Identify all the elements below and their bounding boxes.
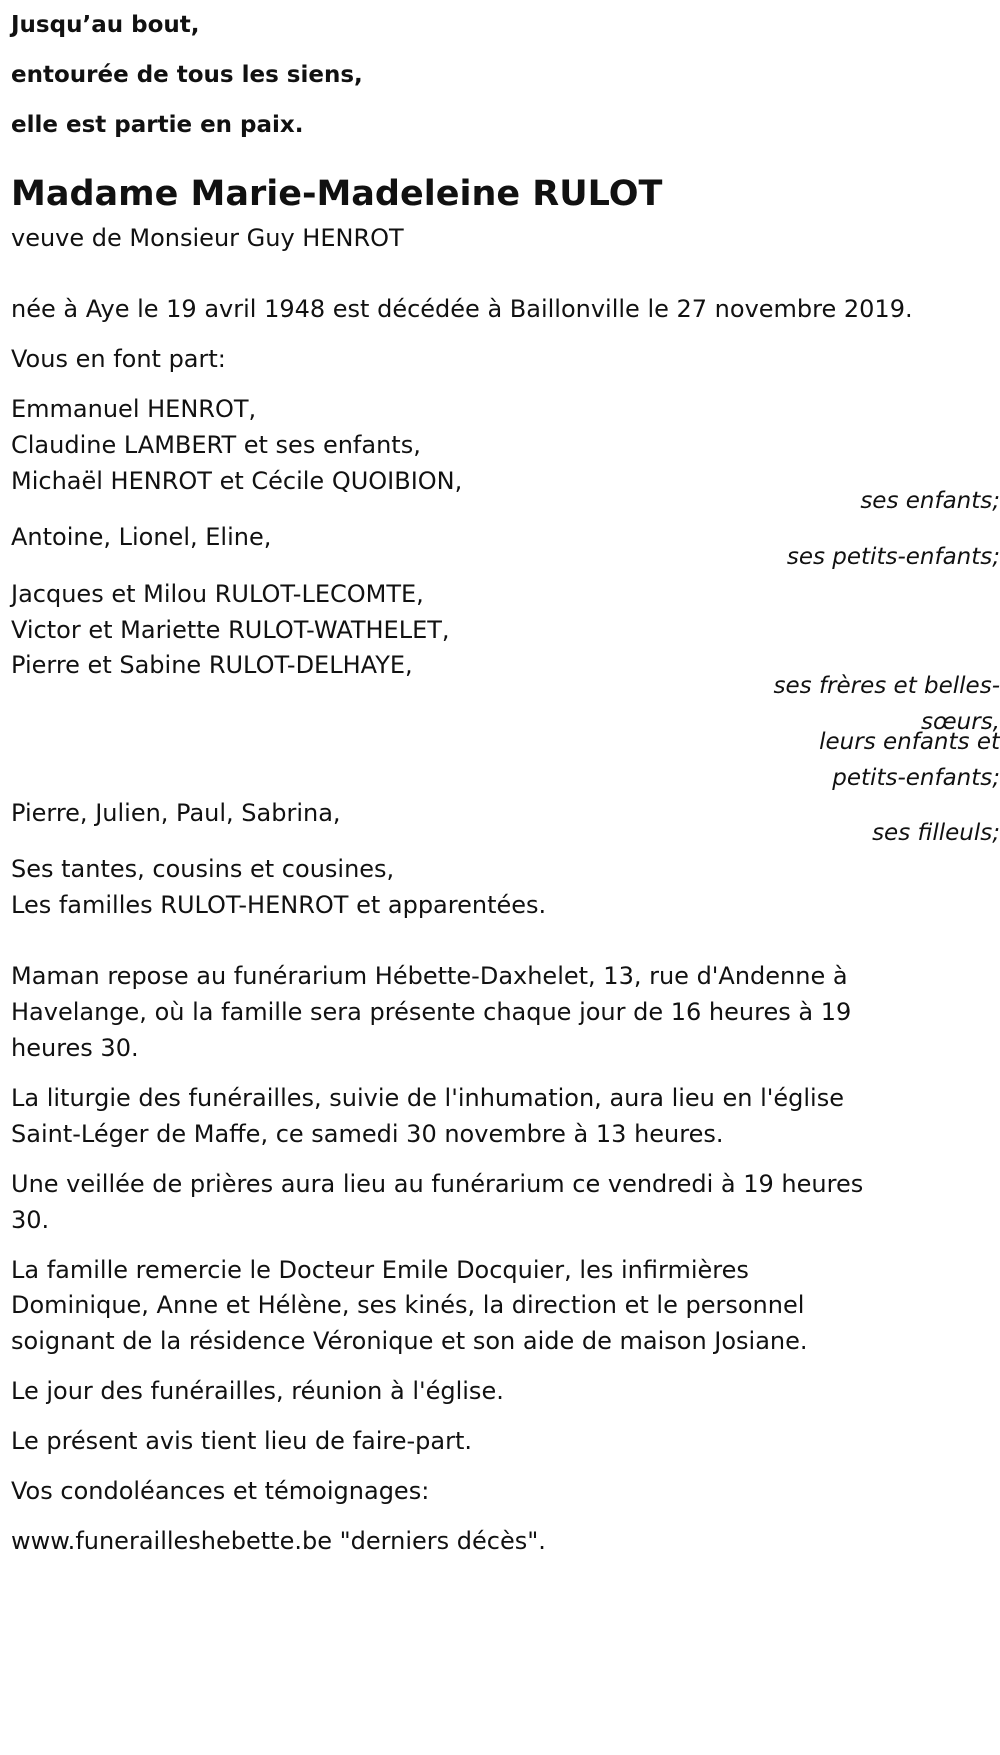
notice-note: Le présent avis tient lieu de faire-part. xyxy=(11,1427,473,1455)
child-2: Claudine LAMBERT et ses enfants, xyxy=(11,431,421,459)
child-3: Michaël HENROT et Cécile QUOIBION, xyxy=(11,467,463,495)
children-role: ses enfants; xyxy=(860,488,1000,514)
condolences-website: www.funerailleshebette.be "derniers décès". xyxy=(11,1527,546,1555)
vigil-line-1: Une veillée de prières aura lieu au funérarium ce vendredi à 19 heures xyxy=(11,1170,864,1198)
intro-line-2: entourée de tous les siens, xyxy=(11,62,363,88)
siblings-role: ses frères et belles-sœurs, xyxy=(773,673,1000,735)
thanks-line-3: soignant de la résidence Véronique et son aide de maison Josiane. xyxy=(11,1327,808,1355)
godchildren: Pierre, Julien, Paul, Sabrina, xyxy=(11,799,341,827)
sibling-3: Pierre et Sabine RULOT-DELHAYE, xyxy=(11,651,413,679)
liturgy-line-2: Saint-Léger de Maffe, ce samedi 30 novembre à 13 heures. xyxy=(11,1120,724,1148)
condolences-lead: Vos condoléances et témoignages: xyxy=(11,1477,430,1505)
funeral-home-line-2: Havelange, où la famille sera présente chaque jour de 16 heures à 19 xyxy=(11,998,852,1026)
child-1: Emmanuel HENROT, xyxy=(11,395,257,423)
meeting-note: Le jour des funérailles, réunion à l'église. xyxy=(11,1377,504,1405)
funeral-home-line-1: Maman repose au funérarium Hébette-Daxhelet, 13, rue d'Andenne à xyxy=(11,962,848,990)
intro-line-3: elle est partie en paix. xyxy=(11,112,304,138)
vigil-line-2: 30. xyxy=(11,1206,50,1234)
intro-line-1: Jusqu’au bout, xyxy=(11,12,200,38)
siblings-role-2: leurs enfants et petits-enfants; xyxy=(819,729,1000,791)
thanks-line-2: Dominique, Anne et Hélène, ses kinés, la direction et le personnel xyxy=(11,1291,805,1319)
grandchildren-role: ses petits-enfants; xyxy=(786,544,1000,570)
funeral-home-line-3: heures 30. xyxy=(11,1034,139,1062)
other-relatives-1: Ses tantes, cousins et cousines, xyxy=(11,855,395,883)
widow-of: veuve de Monsieur Guy HENROT xyxy=(11,224,404,252)
deceased-name: Madame Marie-Madeleine RULOT xyxy=(11,174,663,214)
thanks-line-1: La famille remercie le Docteur Emile Docquier, les infirmières xyxy=(11,1256,749,1284)
godchildren-role: ses filleuls; xyxy=(872,820,1000,846)
other-relatives-2: Les familles RULOT-HENROT et apparentées. xyxy=(11,891,547,919)
announcement-lead: Vous en font part: xyxy=(11,345,226,373)
liturgy-line-1: La liturgie des funérailles, suivie de l'inhumation, aura lieu en l'église xyxy=(11,1084,844,1112)
sibling-1: Jacques et Milou RULOT-LECOMTE, xyxy=(11,580,424,608)
sibling-2: Victor et Mariette RULOT-WATHELET, xyxy=(11,616,450,644)
grandchildren: Antoine, Lionel, Eline, xyxy=(11,523,272,551)
birth-death: née à Aye le 19 avril 1948 est décédée à Baillonville le 27 novembre 2019. xyxy=(11,295,913,323)
